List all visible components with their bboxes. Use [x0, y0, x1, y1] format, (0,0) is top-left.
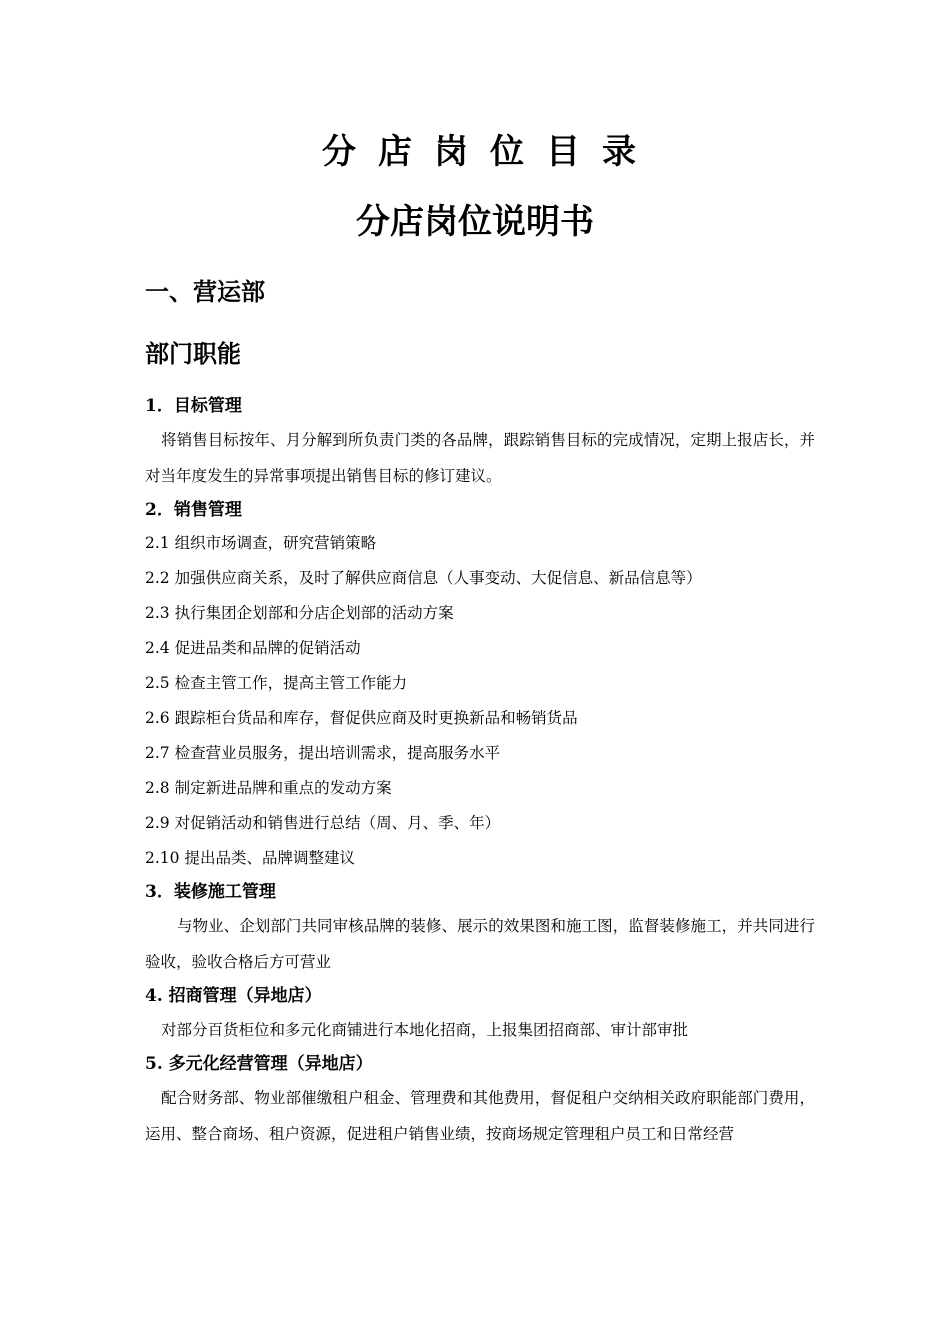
section-heading: 2．销售管理	[145, 500, 242, 520]
list-item: 2.7 检查营业员服务，提出培训需求，提高服务水平	[145, 744, 501, 762]
functions-heading: 部门职能	[145, 339, 241, 368]
department-heading: 一、营运部	[145, 277, 265, 306]
list-item: 2.3 执行集团企划部和分店企划部的活动方案	[145, 604, 454, 622]
list-item: 2.4 促进品类和品牌的促销活动	[145, 639, 361, 657]
list-item: 2.5 检查主管工作，提高主管工作能力	[145, 674, 408, 692]
list-item: 2.1 组织市场调查，研究营销策略	[145, 534, 377, 552]
section-paragraph: 将销售目标按年、月分解到所负责门类的各品牌，跟踪销售目标的完成情况，定期上报店长，并对当年度发生的异常事项提出销售目标的修订建议。	[145, 431, 815, 485]
functions-body	[145, 390, 815, 1152]
section-heading: 5. 多元化经营管理（异地店）	[145, 1054, 373, 1074]
list-item: 2.6 跟踪柜台货品和库存，督促供应商及时更换新品和畅销货品	[145, 709, 578, 727]
list-item: 2.2 加强供应商关系，及时了解供应商信息（人事变动、大促信息、新品信息等）	[145, 569, 702, 587]
section-heading: 4. 招商管理（异地店）	[145, 986, 322, 1006]
list-item: 2.9 对促销活动和销售进行总结（周、月、季、年）	[145, 814, 501, 832]
section-paragraph: 配合财务部、物业部催缴租户租金、管理费和其他费用，督促租户交纳相关政府职能部门费用，运用、整合商场、租户资源，促进租户销售业绩，按商场规定管理租户员工和日常经营	[145, 1089, 815, 1143]
document-title: 分店岗位目录	[322, 132, 658, 172]
document-subtitle: 分店岗位说明书	[356, 202, 594, 242]
section-heading: 1．目标管理	[145, 396, 242, 416]
section-heading: 3．装修施工管理	[145, 882, 276, 902]
section-paragraph: 与物业、企划部门共同审核品牌的装修、展示的效果图和施工图，监督装修施工，并共同进行验收，验收合格后方可营业	[145, 917, 815, 971]
list-item: 2.8 制定新进品牌和重点的发动方案	[145, 779, 392, 797]
list-item: 2.10 提出品类、品牌调整建议	[145, 849, 355, 867]
section-paragraph: 对部分百货柜位和多元化商铺进行本地化招商，上报集团招商部、审计部审批	[161, 1021, 689, 1039]
